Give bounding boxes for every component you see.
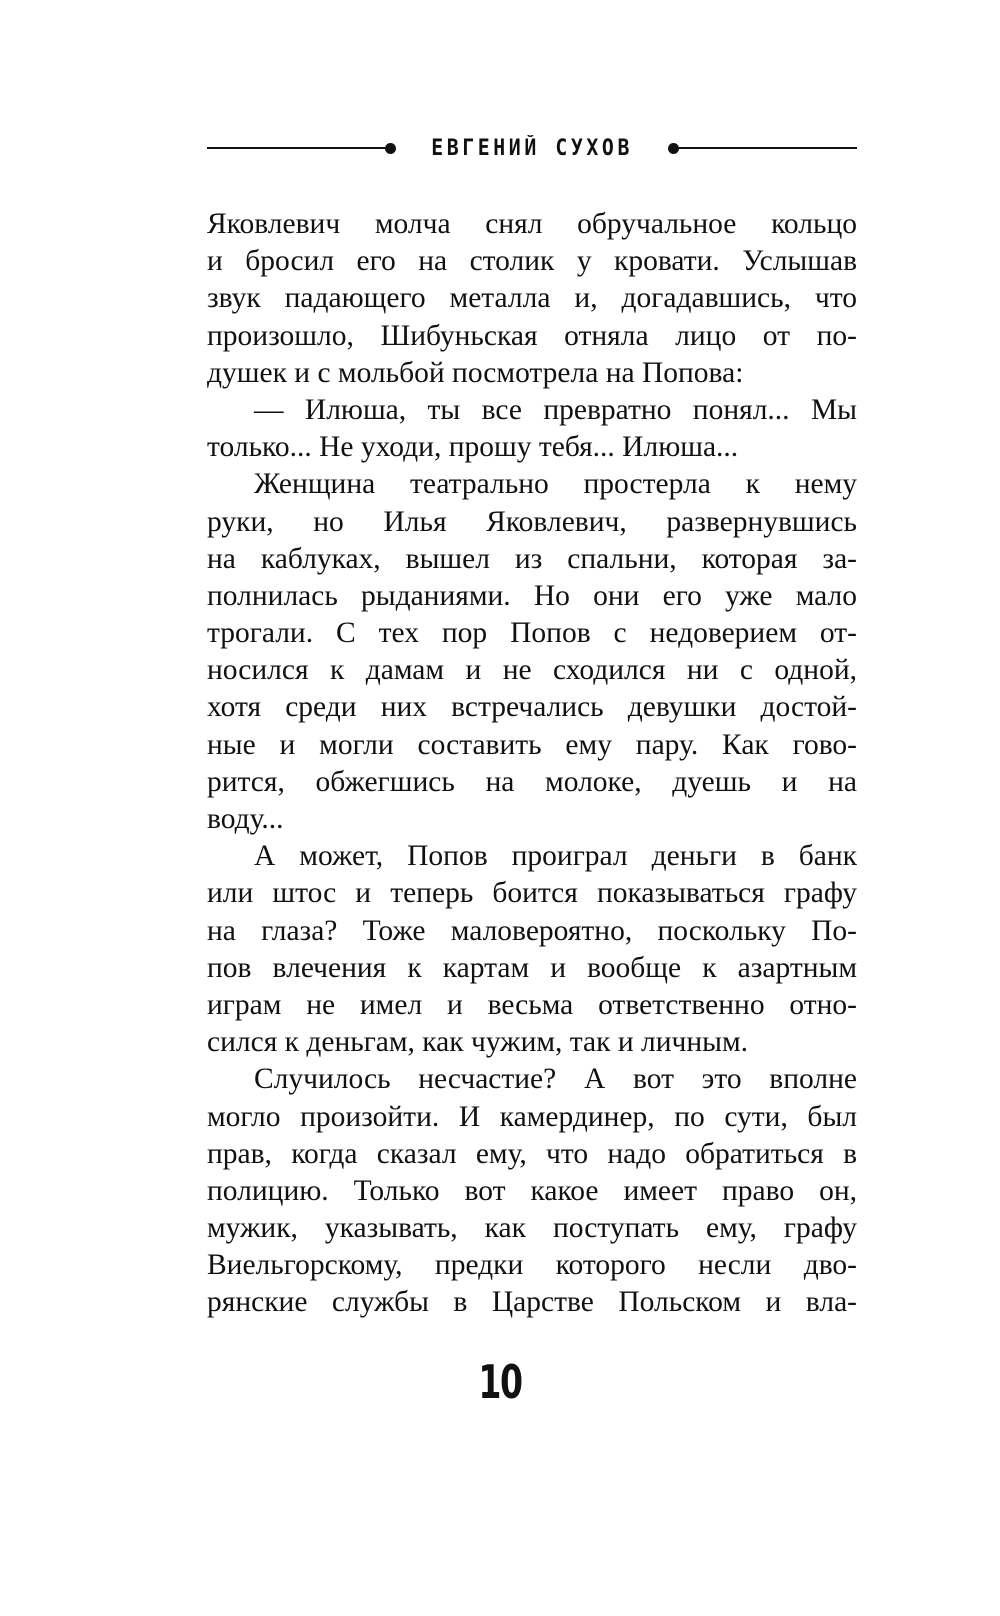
header-bullet-right [668, 143, 679, 154]
text-line: произошло, Шибуньская отняла лицо от по- [207, 319, 857, 352]
text-line: могло произойти. И камердинер, по сути, был [207, 1100, 857, 1133]
text-line: трогали. С тех пор Попов с недоверием от- [207, 617, 857, 650]
text-line: или штос и теперь боится показываться графу [207, 877, 857, 910]
running-header [207, 133, 857, 163]
text-line: руки, но Илья Яковлевич, развернувшись [207, 505, 857, 538]
text-line: Яковлевич молча снял обручальное кольцо [207, 208, 857, 240]
text-line: звук падающего металла и, догадавшись, что [207, 282, 857, 315]
text-line: и бросил его на столик у кровати. Услышав [207, 245, 857, 278]
text-line: пов влечения к картам и вообще к азартным [207, 951, 857, 984]
text-line: А может, Попов проиграл деньги в банк [254, 840, 857, 873]
author-name: ЕВГЕНИЙ СУХОВ [431, 135, 633, 161]
text-line: мужик, указывать, как поступать ему, графу [207, 1212, 857, 1245]
text-line: хотя среди них встречались девушки достой- [207, 691, 857, 724]
text-line: — Илюша, ты все превратно понял... Мы [254, 393, 857, 426]
header-bullet-left [385, 143, 396, 154]
text-line: Женщина театрально простерла к нему [254, 468, 857, 501]
body-text [207, 206, 857, 1322]
text-line: прав, когда сказал ему, что надо обратиться в [207, 1137, 857, 1170]
page-number: 10 [478, 1355, 522, 1409]
text-line: играм не имел и весьма ответственно отно- [207, 988, 857, 1021]
text-line: душек и с мольбой посмотрела на Попова: [207, 356, 744, 389]
header-rule-left [207, 147, 385, 149]
text-line: носился к дамам и не сходился ни с одной, [207, 654, 857, 687]
text-line: на глаза? Тоже маловероятно, поскольку По- [207, 914, 857, 947]
text-line: ные и могли составить ему пару. Как гово- [207, 728, 857, 761]
text-line: только... Не уходи, прошу тебя... Илюша... [207, 431, 739, 464]
text-line: полнилась рыданиями. Но они его уже мало [207, 579, 857, 612]
text-line: Случилось несчастие? А вот это вполне [254, 1063, 857, 1096]
text-line: рянские службы в Царстве Польском и вла- [207, 1286, 857, 1319]
text-line: рится, обжегшись на молоке, дуешь и на [207, 765, 857, 798]
text-line: Виельгорскому, предки которого несли дво- [207, 1249, 857, 1282]
header-rule-right [679, 147, 857, 149]
text-line: сился к деньгам, как чужим, так и личным. [207, 1026, 748, 1059]
text-line: на каблуках, вышел из спальни, которая за- [207, 542, 857, 575]
text-line: полицию. Только вот какое имеет право он, [207, 1174, 857, 1207]
text-line: воду... [207, 803, 284, 835]
